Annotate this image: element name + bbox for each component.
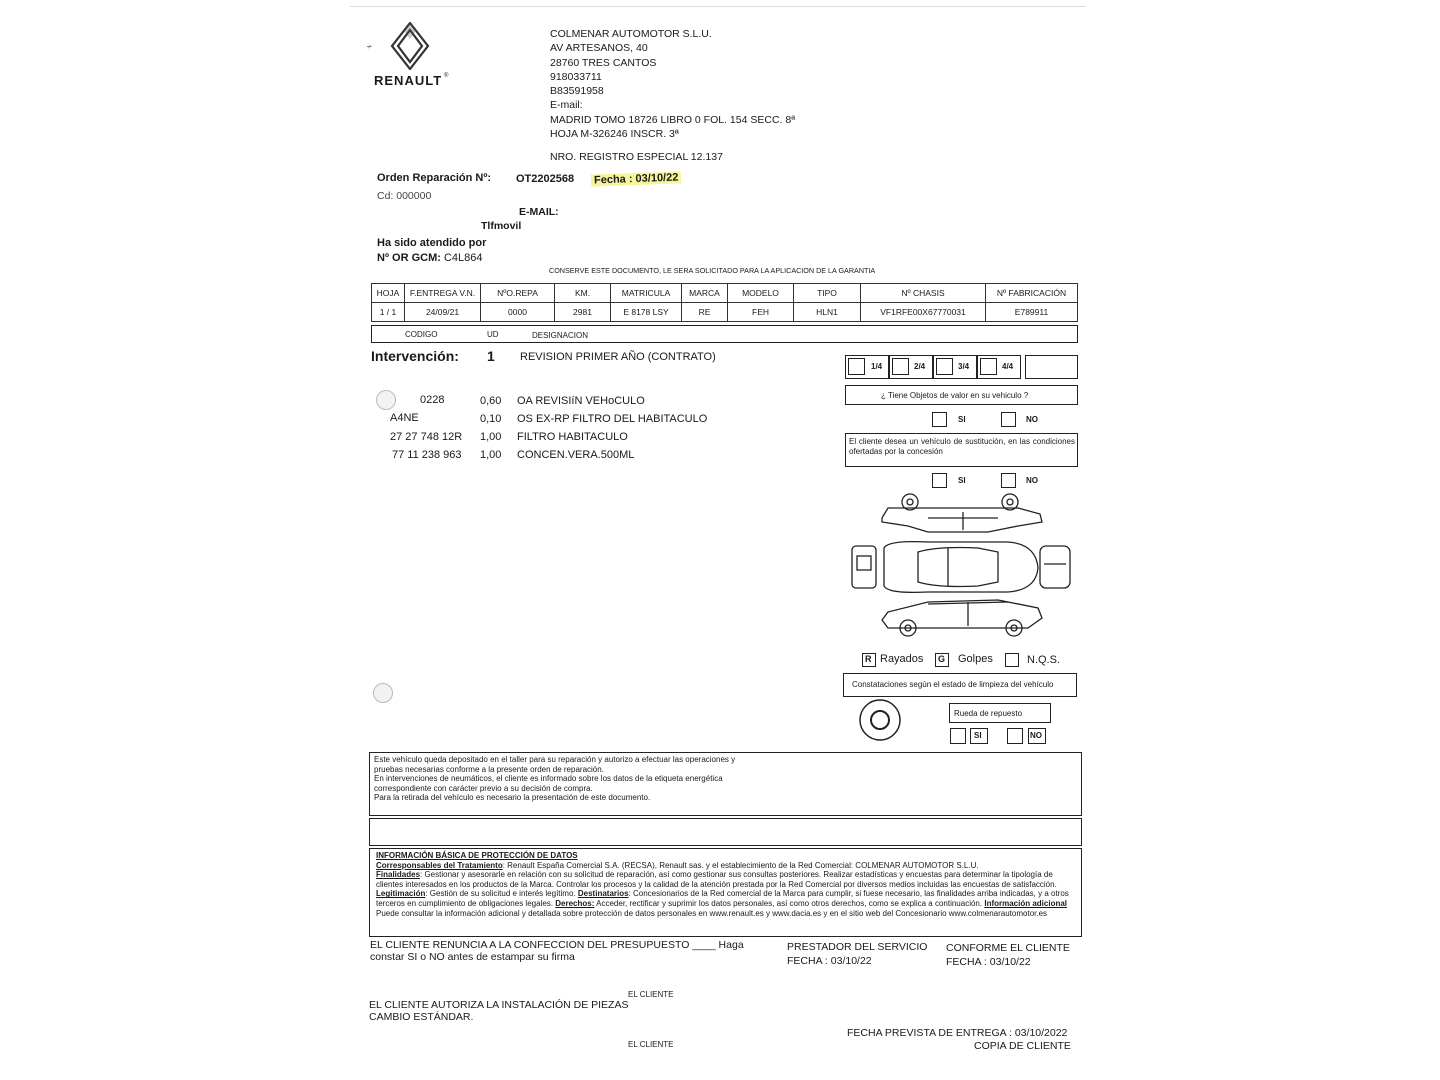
fuel-label: 4/4: [1002, 362, 1014, 371]
fuel-label: 2/4: [914, 362, 926, 371]
conserve-note: CONSERVE ESTE DOCUMENTO, LE SERA SOLICITADO PARA LA APLICACION DE LA GARANTIA: [549, 266, 876, 275]
vehicle-table-header: [372, 284, 1078, 303]
fuel-checkbox[interactable]: [848, 358, 865, 375]
prestador-fecha: FECHA : 03/10/22: [787, 955, 872, 967]
table-cell: E789911: [986, 303, 1078, 322]
privacy-info-label: Información adicional: [984, 898, 1068, 908]
renault-logo: [388, 22, 432, 70]
deposit-line: Para la retirada del vehículo es necesario la presentación de este documento.: [374, 793, 651, 803]
page-edge: [350, 6, 1086, 7]
company-line: B83591958: [550, 85, 604, 98]
valuables-si-checkbox[interactable]: [932, 412, 947, 427]
valuables-si-label: SI: [958, 415, 966, 424]
fuel-checkbox[interactable]: [892, 358, 909, 375]
table-cell: 0000: [481, 303, 555, 322]
renuncia-line-2: constar SI o NO antes de estampar su firma: [370, 951, 575, 963]
sustitucion-no-label: NO: [1026, 476, 1038, 485]
privacy-dest-text: : Concesionarios de la Red comercial de la Marca para cumplir, si fuese necesario, las finalidades arriba indicadas, y a otros terceros en cumplimiento de obligaciones legales.: [376, 889, 1069, 908]
rueda-si-checkbox[interactable]: [950, 728, 966, 744]
fuel-label: 3/4: [958, 362, 970, 371]
autoriza-line-1: EL CLIENTE AUTORIZA LA INSTALACIÓN DE PIEZAS: [369, 999, 629, 1011]
company-line: E-mail:: [550, 99, 583, 112]
car-outline-icon: [848, 490, 1080, 640]
line-code: 77 11 238 963: [392, 449, 462, 461]
atendido-label: Ha sido atendido por: [377, 237, 487, 249]
col-header: MARCA: [682, 284, 728, 303]
conforme-label: CONFORME EL CLIENTE: [946, 942, 1070, 954]
or-gcm-label: Nº OR GCM:: [377, 252, 441, 264]
legend-nqs: N.Q.S.: [1027, 654, 1061, 666]
el-cliente-signature-1: EL CLIENTE: [628, 990, 674, 999]
line-desc: CONCEN.VERA.500ML: [517, 449, 635, 461]
sustitucion-si-label: SI: [958, 476, 966, 485]
privacy-der-text: Acceder, rectificar y suprimir los datos personales, así como otros derechos, como se explica a continuación.: [594, 898, 983, 908]
deposit-line: En intervenciones de neumáticos, el cliente es informado sobre los datos de la etiqueta energética: [374, 774, 723, 784]
brand-name: RENAULT: [374, 73, 443, 88]
privacy-fin-label: Finalidades: [376, 870, 421, 880]
rueda-label: Rueda de repuesto: [954, 709, 1023, 718]
fuel-label: 1/4: [871, 362, 883, 371]
spare-wheel-icon: [858, 698, 902, 742]
col-header: F.ENTREGA V.N.: [405, 284, 481, 303]
company-line: 28760 TRES CANTOS: [550, 56, 657, 69]
binder-hole: [376, 390, 396, 410]
valuables-no-label: NO: [1026, 415, 1038, 424]
deposit-line: correspondiente con carácter previo a su decisión de compra.: [374, 783, 593, 793]
email-label: E-MAIL:: [519, 206, 559, 218]
codigo-header: CODIGO: [405, 330, 438, 339]
company-line: 918033711: [550, 70, 602, 83]
company-line: AV ARTESANOS, 40: [550, 42, 648, 55]
line-desc: OA REVISIíN VEHoCULO: [517, 395, 645, 407]
col-header: HOJA: [372, 284, 405, 303]
intervencion-number: 1: [487, 348, 495, 364]
tlf-label: Tlfmovil: [481, 220, 522, 232]
cd-code: Cd: 000000: [377, 190, 432, 202]
conforme-fecha: FECHA : 03/10/22: [946, 956, 1031, 968]
binder-hole: [373, 683, 393, 703]
company-line: MADRID TOMO 18726 LIBRO 0 FOL. 154 SECC. 8ª: [550, 113, 796, 126]
designacion-header: DESIGNACION: [532, 331, 589, 340]
autoriza-line-2: CAMBIO ESTÁNDAR.: [369, 1011, 474, 1023]
prestador-label: PRESTADOR DEL SERVICIO: [787, 941, 928, 953]
col-header: MODELO: [728, 284, 794, 303]
sustitucion-si-checkbox[interactable]: [932, 473, 947, 488]
order-date: [591, 171, 682, 186]
table-cell: VF1RFE00X67770031: [861, 303, 986, 322]
rueda-no-label: NO: [1030, 731, 1042, 740]
company-line: HOJA M-326246 INSCR. 3ª: [550, 128, 679, 141]
privacy-resp-label: Corresponsables del Tratamiento: [376, 860, 503, 870]
fecha-prevista: FECHA PREVISTA DE ENTREGA : 03/10/2022: [847, 1027, 1068, 1039]
col-header: NºO.REPA: [481, 284, 555, 303]
privacy-leg-text: : Gestión de su solicitud e interés legítimo.: [425, 889, 576, 899]
deposit-line: Este vehículo queda depositado en el taller para su reparación y autorizo a efectuar las operaciones y: [374, 755, 736, 764]
line-code: 0228: [420, 394, 445, 406]
line-desc: FILTRO HABITACULO: [517, 431, 628, 443]
privacy-fin-text: : Gestionar y asesorarle en relación con su solicitud de reparación, así como gestionar sus consultas posteriores. Realizar estadísticas y encuestas para determinar la tipología de clientes interesados en los productos de la Marca. Controlar los procesos y la calidad de la atención prestada por la Red Comercial por diversos medios incluidas las encuestas de satisfacción.: [376, 870, 1057, 889]
table-cell: E 8178 LSY: [611, 303, 682, 322]
fuel-checkbox[interactable]: [936, 358, 953, 375]
order-date-text: Fecha : 03/10/22: [593, 171, 679, 187]
car-damage-diagram[interactable]: [848, 490, 1080, 640]
table-cell: HLN1: [794, 303, 861, 322]
deposit-line: pruebas necesarias conforme a la presente orden de reparación.: [374, 764, 604, 774]
legend-g: G: [938, 654, 946, 664]
vehicle-table: [371, 283, 1078, 322]
col-header: Nº CHASIS: [861, 284, 986, 303]
brand-mark: ®: [444, 73, 449, 79]
constataciones-text: Constataciones según el estado de limpieza del vehículo: [852, 680, 1054, 689]
col-header: MATRICULA: [611, 284, 682, 303]
sustitucion-text: El cliente desea un vehículo de sustitución, en las condiciones ofertadas por la concesión: [849, 437, 1075, 456]
col-header: Nº FABRICACIÓN: [986, 284, 1078, 303]
privacy-text: [376, 851, 1076, 918]
table-cell: 24/09/21: [405, 303, 481, 322]
table-cell: 2981: [555, 303, 611, 322]
table-cell: RE: [682, 303, 728, 322]
table-cell: 1 / 1: [372, 303, 405, 322]
registro-especial: NRO. REGISTRO ESPECIAL 12.137: [550, 151, 723, 163]
line-ud: 1,00: [480, 449, 502, 461]
lines-header-box: [371, 325, 1078, 343]
legend-r: R: [865, 654, 872, 664]
or-gcm: [377, 252, 483, 264]
fuel-checkbox[interactable]: [980, 358, 997, 375]
copia-cliente: COPIA DE CLIENTE: [974, 1040, 1071, 1052]
valuables-no-checkbox[interactable]: [1001, 412, 1016, 427]
deposit-text: [374, 755, 735, 803]
renuncia-line-1: EL CLIENTE RENUNCIA A LA CONFECCION DEL PRESUPUESTO ____ Haga: [370, 939, 744, 951]
col-header: TIPO: [794, 284, 861, 303]
fuel-extra-box: [1025, 355, 1078, 379]
ud-header: UD: [487, 330, 499, 339]
line-ud: 0,60: [480, 395, 502, 407]
privacy-dest-label: Destinatarios: [577, 889, 629, 899]
col-header: KM.: [555, 284, 611, 303]
order-number: OT2202568: [516, 173, 575, 185]
table-row: [372, 303, 1078, 322]
rueda-si-label: SI: [974, 731, 982, 740]
renault-diamond-icon: [388, 22, 432, 70]
privacy-der-label: Derechos:: [555, 898, 595, 908]
pen-mark: ≁: [366, 42, 373, 51]
intervencion-label: Intervención:: [371, 348, 459, 364]
el-cliente-signature-2: EL CLIENTE: [628, 1040, 674, 1049]
privacy-leg-label: Legitimación: [376, 889, 426, 899]
privacy-info-text: Puede consultar la información adicional y detallada sobre protección de datos personales en www.renault.es y www.dacia.es y en el sitio web del Concesionario www.colmenarautomotor.es: [376, 908, 1048, 918]
privacy-title: INFORMACIÓN BÁSICA DE PROTECCIÓN DE DATOS: [376, 851, 578, 860]
line-desc: OS EX-RP FILTRO DEL HABITACULO: [517, 413, 708, 425]
rueda-no-checkbox[interactable]: [1007, 728, 1023, 744]
company-info: [550, 27, 795, 141]
or-gcm-value: C4L864: [443, 252, 483, 264]
legend-nqs-checkbox[interactable]: [1005, 653, 1019, 667]
line-code: A4NE: [390, 412, 419, 424]
valuables-question: ¿ Tiene Objetos de valor en su vehiculo ?: [881, 391, 1029, 400]
sustitucion-no-checkbox[interactable]: [1001, 473, 1016, 488]
company-line: COLMENAR AUTOMOTOR S.L.U.: [550, 28, 712, 40]
line-ud: 1,00: [480, 431, 502, 443]
line-code: 27 27 748 12R: [390, 431, 463, 443]
legend-rayados: Rayados: [880, 653, 924, 665]
line-ud: 0,10: [480, 413, 502, 425]
legend-golpes: Golpes: [958, 653, 993, 665]
privacy-resp-text: : Renault España Comercial S.A. (RECSA), Renault sas. y el establecimiento de la Red Comercial: COLMENAR AUTOMOTOR S.L.U.: [502, 860, 979, 870]
observaciones-box[interactable]: [369, 818, 1082, 846]
order-label: Orden Reparación Nº:: [377, 172, 492, 184]
table-cell: FEH: [728, 303, 794, 322]
intervencion-title: REVISION PRIMER AÑO (CONTRATO): [520, 351, 716, 363]
